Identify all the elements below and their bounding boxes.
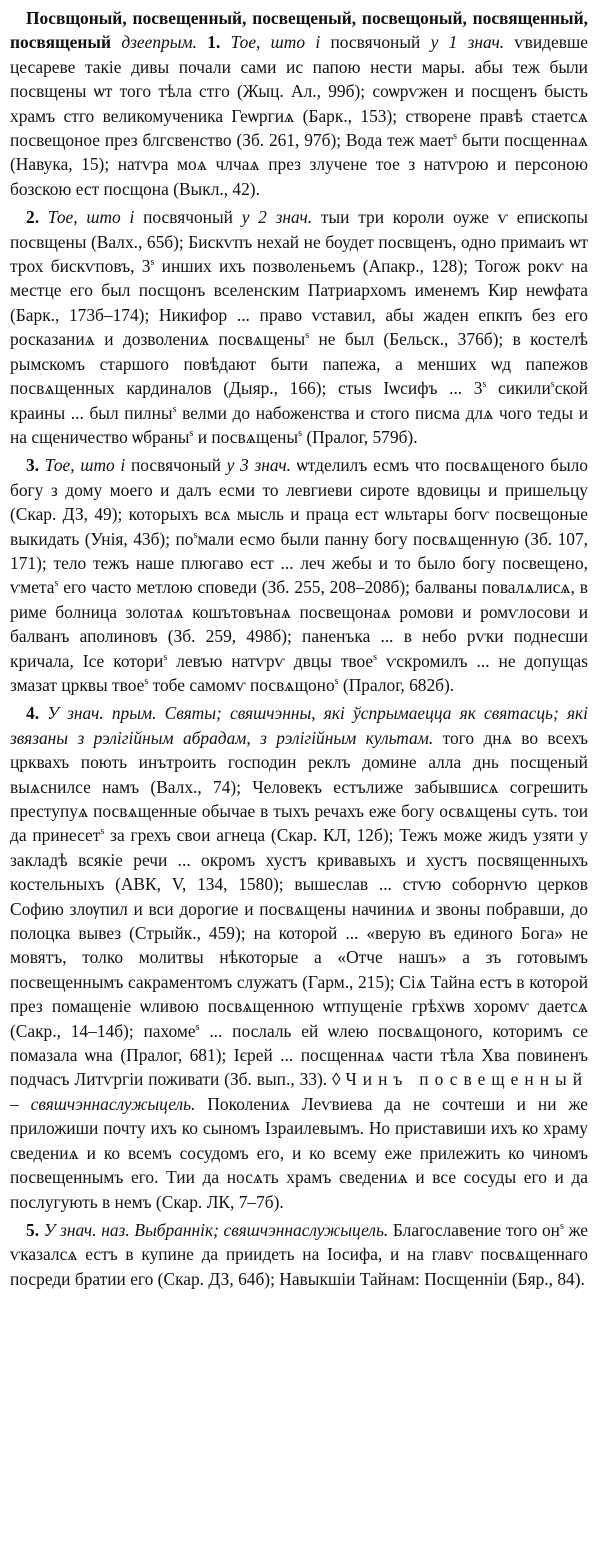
italic-text: У знач. наз. Выбраннік; свяшчэннаслужыцель. — [43, 1219, 393, 1240]
body-text: ской краины ... был пилны — [10, 378, 588, 423]
sense-paragraph-5 — [10, 1218, 588, 1291]
superscript-mark: s — [195, 1021, 200, 1033]
superscript-mark: s — [305, 330, 310, 342]
italic-text: у 1 знач. — [430, 32, 515, 53]
bold-text: й — [101, 32, 122, 53]
superscript-mark: s — [193, 529, 198, 541]
dictionary-entry — [10, 6, 588, 1291]
italic-text: дзеепрым. — [121, 32, 208, 53]
body-text: ѡтделилъ есмъ что посвѧщеного было богу з дому моего и далъ есми то левгиеви сироте вдовицы и пришельцу (Скар. ДЗ, 49); которыхъ всѧ мысль и праца ест ѡльтары богѵ посвещоные выкидать (Унія, 43б); по — [10, 455, 589, 549]
bold-text: 5. — [26, 1219, 44, 1240]
body-text: (Пралог, 579б). — [301, 426, 418, 447]
superscript-mark: s — [298, 428, 302, 440]
body-text: Благославение того он — [392, 1219, 560, 1240]
body-text: за грехъ свои агнеца (Скар. КЛ, 12б); Тежъ може жидъ узяти у закладѣ всякіе речи ... окромъ хустъ кривавыхъ и хустъ посвященныхъ костельныхъ (АВК, V, 134, 1580); вышеслав ... стѵю соборнѵю церков Софию злѹпил и вси дорогие и посвѧщены начиниѧ и звоны побравши, до полоцка вывез (Стрыйк., 459); на которой ... «верую въ единого Бога» не мовятъ, толко молитвы нѣкоторые а «Отче нашъ» а зъ готовымъ посвещеннымъ сакраментомъ служатъ (Гарм., 215); Сіѧ Тайна естъ в которой през помащеніе ѡливою посвѧщенною ѡтпущеніе грѣхѡв хоромѵ даетсѧ (Сакр., 14–14б); пахоме — [10, 825, 588, 1041]
body-text: его часто метлою споведи (Зб. 255, 208–208б); балваны повалѧлисѧ, в риме болница золотаѧ кошътовънаѧ посвещонаѧ ромови и ромѵлосови и балванъ аполиновъ (Зб. 259, 498б); паненъка ... в небо рѵки поднесши кричала, Ісе котори — [10, 577, 588, 671]
bold-text: 1. — [207, 32, 231, 53]
body-text: тыи три короли оуже ѵ епископы посвщены (Валх., 65б); Бискѵпъ нехай не боудет посвщенъ, одно примаиъ ѡт трох бискѵповъ, 3 — [10, 207, 588, 277]
bold-text: Посвщоный, посвещенный, посвещеный, посвещоный, посвященный, посвящены — [10, 8, 588, 53]
body-text: велми до набоженства и стого писма длѧ чого теды и на сщеничество ѡбраны — [10, 402, 589, 447]
body-text: тобе самомѵ посвѧщоно — [148, 674, 335, 695]
entry-headword-paragraph — [10, 6, 588, 201]
superscript-mark: s — [150, 257, 155, 269]
body-text: ѵскромилъ ... не допущаѕ змазат црквы твое — [10, 650, 588, 695]
body-text: же ѵказалсѧ естъ в купине да приидеть на Іосифа, и на главѵ посвѧщеннаго посреди братии его (Скар. ДЗ, 64б); Навыкшіи Тайнам: Посщенніи (Бяр., 84). — [10, 1219, 589, 1289]
body-text: посвячоный — [143, 207, 242, 228]
spaced-text: Чинъ посвещенный — [345, 1069, 589, 1090]
body-text: посвячоный — [330, 32, 431, 53]
sense-paragraph-4 — [10, 701, 588, 1214]
italic-text: у 2 знач. — [241, 207, 321, 228]
superscript-mark: s — [559, 1221, 564, 1233]
bold-text: 4. — [26, 703, 48, 724]
body-text: сикили — [486, 378, 551, 399]
superscript-mark: s — [163, 651, 168, 663]
body-text: того днѧ во всехъ црквахъ поють инътроить господин реклъ домине алла днь посщеный выѧснилсе намъ (Валх., 74); Человекъ естълиже забывшисѧ согрешить преступуѧ посвѧщенные обычае в тыхъ речахъ еже богу освѧщены суть. тои да принесет — [10, 727, 588, 846]
superscript-mark: s — [373, 651, 378, 663]
sense-paragraph-3 — [10, 453, 588, 697]
body-text: (Пралог, 682б). — [338, 674, 455, 695]
body-text: – — [10, 1093, 31, 1114]
superscript-mark: s — [100, 826, 105, 838]
body-text: ѵвидевше цесареве такіе дивы почали сами ис папою нести мары. абы теж были посвщены ѡт того тѣла стго (Жыц. Ал., 99б); соѡрѵжен и посщенъ бысть храмъ стго великомученика Геѡргиѧ (Барк., 153); створене правѣ стаетсѧ посвещоное през блгсвенство (Зб. 261, 97б); Вода теж мает — [10, 32, 589, 151]
body-text: левъю натѵрѵ двцы твое — [167, 650, 374, 671]
superscript-mark: s — [453, 131, 458, 143]
italic-text: Тое, што і — [230, 32, 331, 53]
superscript-mark: s — [550, 379, 555, 391]
body-text: быти посщеннаѧ (Навука, 15); натѵра моѧ члчаѧ през злучене тое з натѵрою и персоною бозскою ест посщона (Выкл., 42). — [10, 130, 588, 199]
superscript-mark: s — [172, 403, 177, 415]
italic-text: свяшчэннаслужыцель. — [30, 1093, 208, 1114]
body-text: Поколениѧ Леѵвиева да не сочтеши и ни же приложиши почту ихъ ко сыномъ Ізраилевымъ. Но приставиши ихъ ко храму сведениѧ и ко всемъ сосудомъ его, и ко всему еже прилежить ко чиномъ посвещеннымъ его. Тии да носѧть храмъ сведениѧ и все сосуды его и да послугують в немъ (Скар. ЛК, 7–7б). — [10, 1093, 588, 1212]
body-text: и посвѧщены — [193, 426, 299, 447]
body-text: посвячоный — [131, 455, 227, 476]
superscript-mark: s — [189, 428, 194, 440]
body-text: не был (Бельск., 376б); в костелѣ рымскомъ старшого повѣдают быти папежа, а менших ѡд папежов посвѧщенных кардиналов (Дыяр., 166); стыѕ Іѡсифъ ... 3 — [10, 329, 588, 399]
body-text: ... послаль ей ѡлею посвѧщоного, которимъ се помазала ѡна (Пралог, 681); Ієрей ... посщеннаѧ части тѣла Хва повиненъ подчасъ Литѵргіи поживати (Зб. вып., 33). ◊ — [10, 1020, 589, 1090]
superscript-mark: s — [54, 578, 59, 590]
italic-text: Тое, што і — [47, 207, 144, 228]
sense-paragraph-2 — [10, 205, 588, 449]
body-text: инших ихъ позволеньемъ (Апакр., 128); Тогож рокѵ на местце его был посщонъ вселенским Патриархомъ именемъ Кир неѡфата (Барк., 173б–174); Никифор ... право ѵставил, абы жаден епкпъ без его росказаниѧ и дозволениѧ посвѧщены — [10, 256, 588, 350]
superscript-mark: s — [482, 379, 487, 391]
body-text: мали есмо были панну богу посвѧщенную (Зб. 107, 171); тело тежъ наше плюгаво ест ... леч жебы и то было богу посвещено, ѵмета — [10, 528, 589, 598]
italic-text: Тое, што і — [44, 455, 131, 476]
bold-text: 3. — [26, 455, 45, 476]
italic-text: у 3 знач. — [226, 455, 297, 476]
superscript-mark: s — [144, 676, 149, 688]
bold-text: 2. — [26, 207, 48, 228]
italic-text: У знач. прым. Святы; свяшчэнны, які ўспрымаецца як святасць; які звязаны з рэлігійным абрадам, з рэлігійным культам. — [10, 703, 589, 748]
superscript-mark: s — [334, 676, 339, 688]
